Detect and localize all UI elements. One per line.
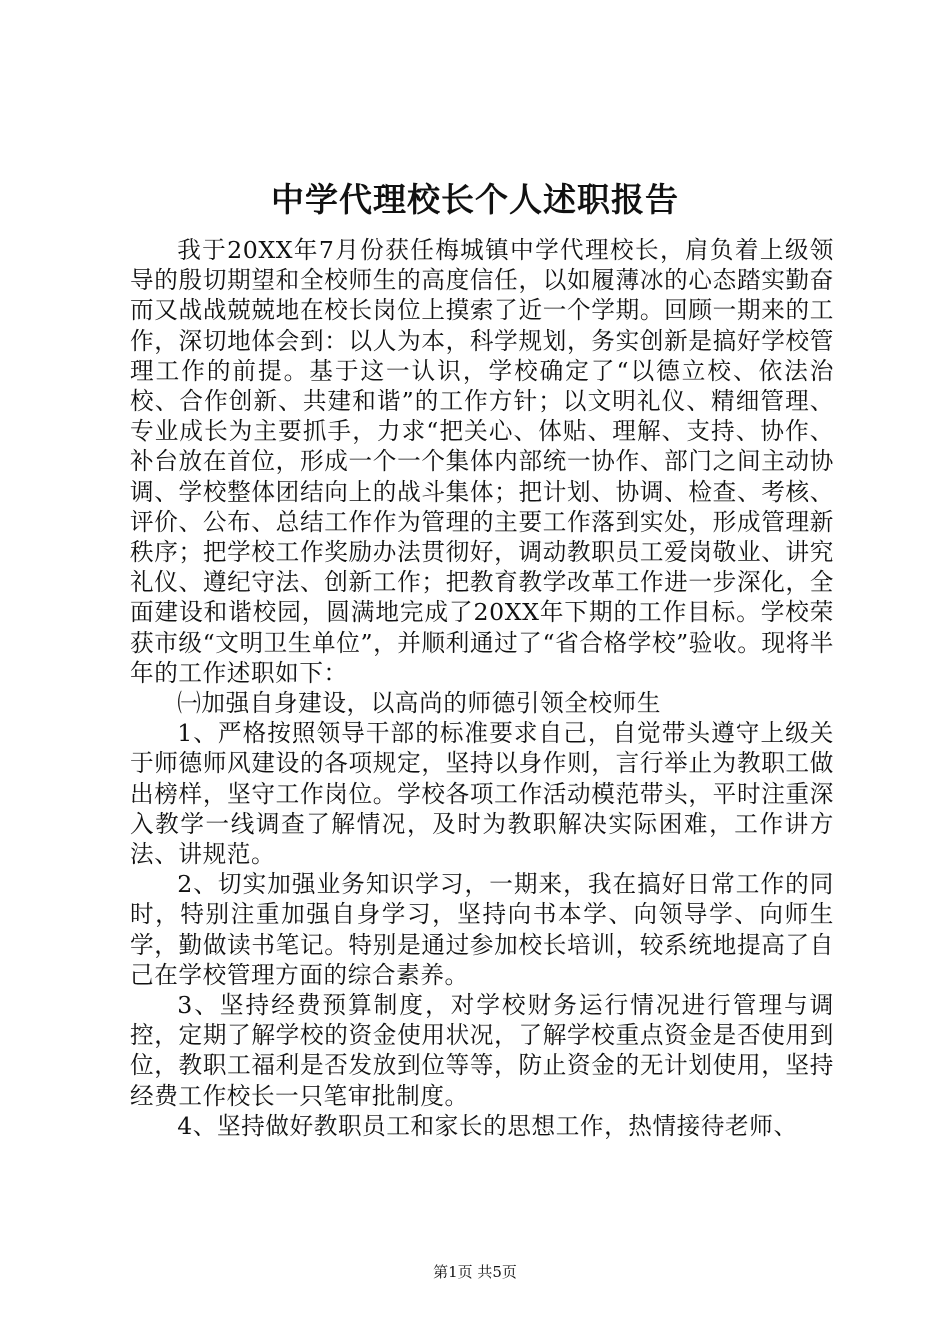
item-paragraph-1: 1、严格按照领导干部的标准要求自己，自觉带头遵守上级关于师德师风建设的各项规定，坚持以身作则，言行举止为教职工做出榜样，坚守工作岗位。学校各项工作活动模范带头，平时注重深入教学一线调查了解情况，及时为教职解决实际困难，工作讲方法、讲规范。 <box>130 719 834 869</box>
intro-paragraph: 我于20XX年7月份获任梅城镇中学代理校长，肩负着上级领导的殷切期望和全校师生的高度信任，以如履薄冰的心态踏实勤奋而又战战兢兢地在校长岗位上摸索了近一个学期。回顾一期来的工作，深切地体会到：以人为本，科学规划，务实创新是搞好学校管理工作的前提。基于这一认识，学校确定了“以德立校、依法治校、合作创新、共建和谐”的工作方针；以文明礼仪、精细管理、专业成长为主要抓手，力求“把关心、体贴、理解、支持、协作、补台放在首位，形成一个一个集体内部统一协作、部门之间主动协调、学校整体团结向上的战斗集体；把计划、协调、检查、考核、评价、公布、总结工作作为管理的主要工作落到实处，形成管理新秩序；把学校工作奖励办法贯彻好，调动教职员工爱岗敬业、讲究礼仪、遵纪守法、创新工作；把教育教学改革工作进一步深化，全面建设和谐校园，圆满地完成了20XX年下期的工作目标。学校荣获市级“文明卫生单位”，并顺利通过了“省合格学校”验收。现将半年的工作述职如下： <box>130 236 834 687</box>
item-paragraph-4: 4、坚持做好教职员工和家长的思想工作，热情接待老师、 <box>177 1111 798 1140</box>
section-heading: ㈠加强自身建设，以高尚的师德引领全校师生 <box>177 689 662 718</box>
document-title: 中学代理校长个人述职报告 <box>271 180 679 219</box>
item-paragraph-2: 2、切实加强业务知识学习，一期来，我在搞好日常工作的同时，特别注重加强自身学习，坚持向书本学、向领导学、向师生学，勤做读书笔记。特别是通过参加校长培训，较系统地提高了自己在学校管理方面的综合素养。 <box>130 870 834 989</box>
item-paragraph-3: 3、坚持经费预算制度，对学校财务运行情况进行管理与调控，定期了解学校的资金使用状况，了解学校重点资金是否使用到位，教职工福利是否发放到位等等，防止资金的无计划使用，坚持经费工作校长一只笔审批制度。 <box>130 991 834 1110</box>
document-body <box>130 235 834 1141</box>
page-number-footer: 第1页 共5页 <box>433 1263 517 1281</box>
